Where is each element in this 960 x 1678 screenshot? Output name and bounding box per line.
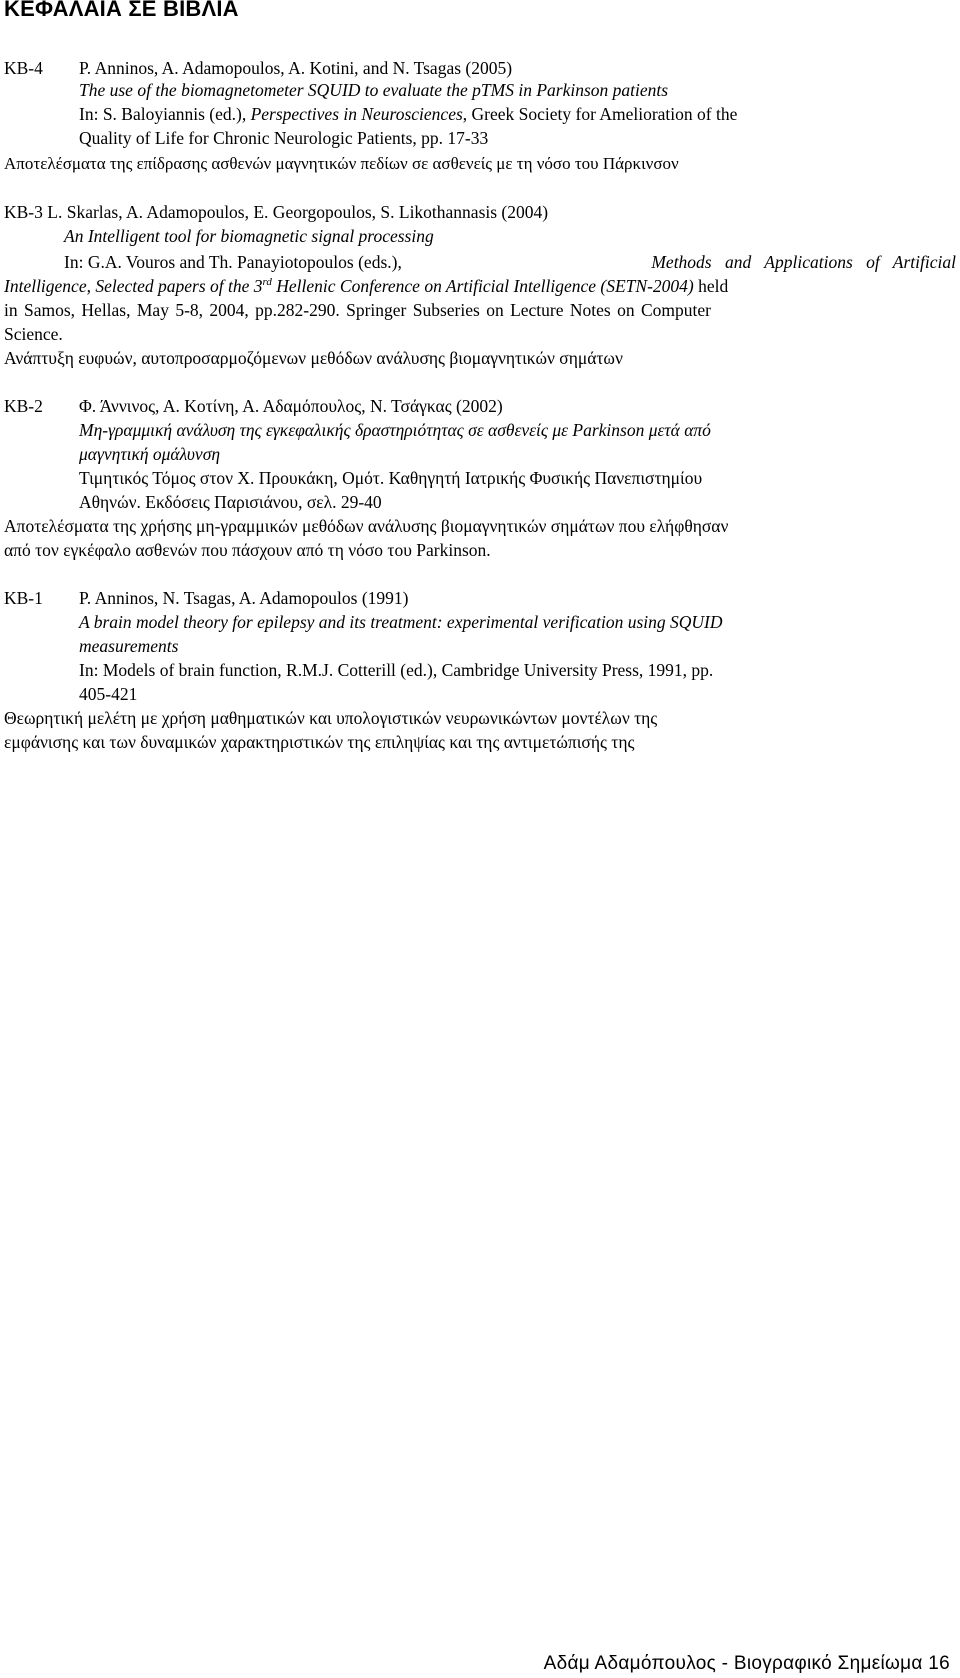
entry-title-line2: μαγνητική ομάλυνση — [79, 444, 221, 464]
entry-title-line2: measurements — [79, 636, 179, 656]
source-prefix: In: G.A. Vouros and Th. Panayiotopoulos (eds.), — [64, 252, 402, 272]
entry-title-line1: A brain model theory for epilepsy and its treatment: experimental verification using SQUID — [79, 612, 723, 632]
entry-header-line — [4, 200, 548, 224]
entry-greek-summary-line1: Αποτελέσματα της χρήσης μη-γραμμικών μεθόδων ανάλυσης βιομαγνητικών σημάτων που ελήφθησαν — [4, 516, 729, 536]
entry-code: ΚΒ-1 — [4, 588, 43, 608]
entry-title: The use of the biomagnetometer SQUID to evaluate the pTMS in Parkinson patients — [79, 80, 669, 100]
entry-source-line2: Αθηνών. Εκδόσεις Παρισιάνου, σελ. 29-40 — [79, 492, 382, 512]
entry-greek-summary: Αποτελέσματα της επίδρασης ασθενών μαγνητικών πεδίων σε ασθενείς με τη νόσο του Πάρκινσον — [4, 154, 679, 173]
source-italic-a: Intelligence, Selected papers of the 3 — [4, 276, 263, 296]
entry-source-line2: Quality of Life for Chronic Neurologic Patients, pp. 17-33 — [79, 128, 489, 148]
entry-greek-summary-line2: εμφάνισης και των δυναμικών χαρακτηριστικών της επιληψίας και της αντιμετώπισής της — [4, 732, 635, 752]
entry-title-line1: Μη-γραμμική ανάλυση της εγκεφαλικής δραστηριότητας σε ασθενείς με Parkinson μετά από — [79, 420, 711, 440]
entry-source-line2 — [4, 274, 728, 298]
entry-code: ΚΒ-3 — [4, 202, 43, 222]
entry-authors: P. Anninos, A. Adamopoulos, A. Kotini, and N. Tsagas (2005) — [79, 58, 513, 78]
source-prefix: In: S. Baloyiannis (ed.), — [79, 104, 251, 124]
source-italic: Methods and Applications of Artificial — [651, 252, 956, 272]
source-suffix: held — [693, 276, 729, 296]
source-suffix: , Greek Society for Amelioration of the — [462, 104, 738, 124]
source-italic: Perspectives in Neurosciences — [250, 104, 463, 124]
entry-source-line1 — [64, 250, 956, 274]
entry-greek-summary: Ανάπτυξη ευφυών, αυτοπροσαρμοζόμενων μεθόδων ανάλυσης βιομαγνητικών σημάτων — [4, 348, 623, 368]
entry-source-line1: Τιμητικός Τόμος στον Χ. Προυκάκη, Ομότ. Καθηγητή Ιατρικής Φυσικής Πανεπιστημίου — [79, 468, 703, 488]
entry-greek-summary-line1: Θεωρητική μελέτη με χρήση μαθηματικών και υπολογιστικών νευρωνικώντων μοντέλων της — [4, 708, 658, 728]
entry-source — [79, 102, 955, 126]
entry-source-line4: Science. — [4, 324, 63, 344]
entry-authors: P. Anninos, N. Tsagas, A. Adamopoulos (1991) — [79, 588, 409, 608]
entry-authors: Φ. Άννινος, Α. Κοτίνη, Α. Αδαμόπουλος, Ν. Τσάγκας (2002) — [79, 396, 503, 416]
page-footer: Αδάμ Αδαμόπουλος - Βιογραφικό Σημείωμα 16 — [543, 1653, 950, 1674]
section-heading: ΚΕΦΑΛΑΙΑ ΣΕ ΒΙΒΛΙΑ — [4, 0, 239, 21]
source-italic-b: Hellenic Conference on Artificial Intelligence (SETN-2004) — [271, 276, 694, 296]
entry-source-line2: 405-421 — [79, 684, 138, 704]
source-sup: rd — [262, 276, 272, 289]
entry-source-line3: in Samos, Hellas, May 5-8, 2004, pp.282-290. Springer Subseries on Lecture Notes on Computer — [4, 300, 711, 320]
entry-code: ΚΒ-4 — [4, 58, 43, 78]
entry-code: ΚΒ-2 — [4, 396, 43, 416]
entry-source-line1: In: Models of brain function, R.M.J. Cotterill (ed.), Cambridge University Press, 1991, pp. — [79, 660, 714, 680]
entry-title: An Intelligent tool for biomagnetic signal processing — [64, 226, 434, 246]
entry-greek-summary-line2: από τον εγκέφαλο ασθενών που πάσχουν από τη νόσο του Parkinson. — [4, 540, 491, 560]
entry-authors: L. Skarlas, A. Adamopoulos, E. Georgopoulos, S. Likothannasis (2004) — [47, 202, 549, 222]
